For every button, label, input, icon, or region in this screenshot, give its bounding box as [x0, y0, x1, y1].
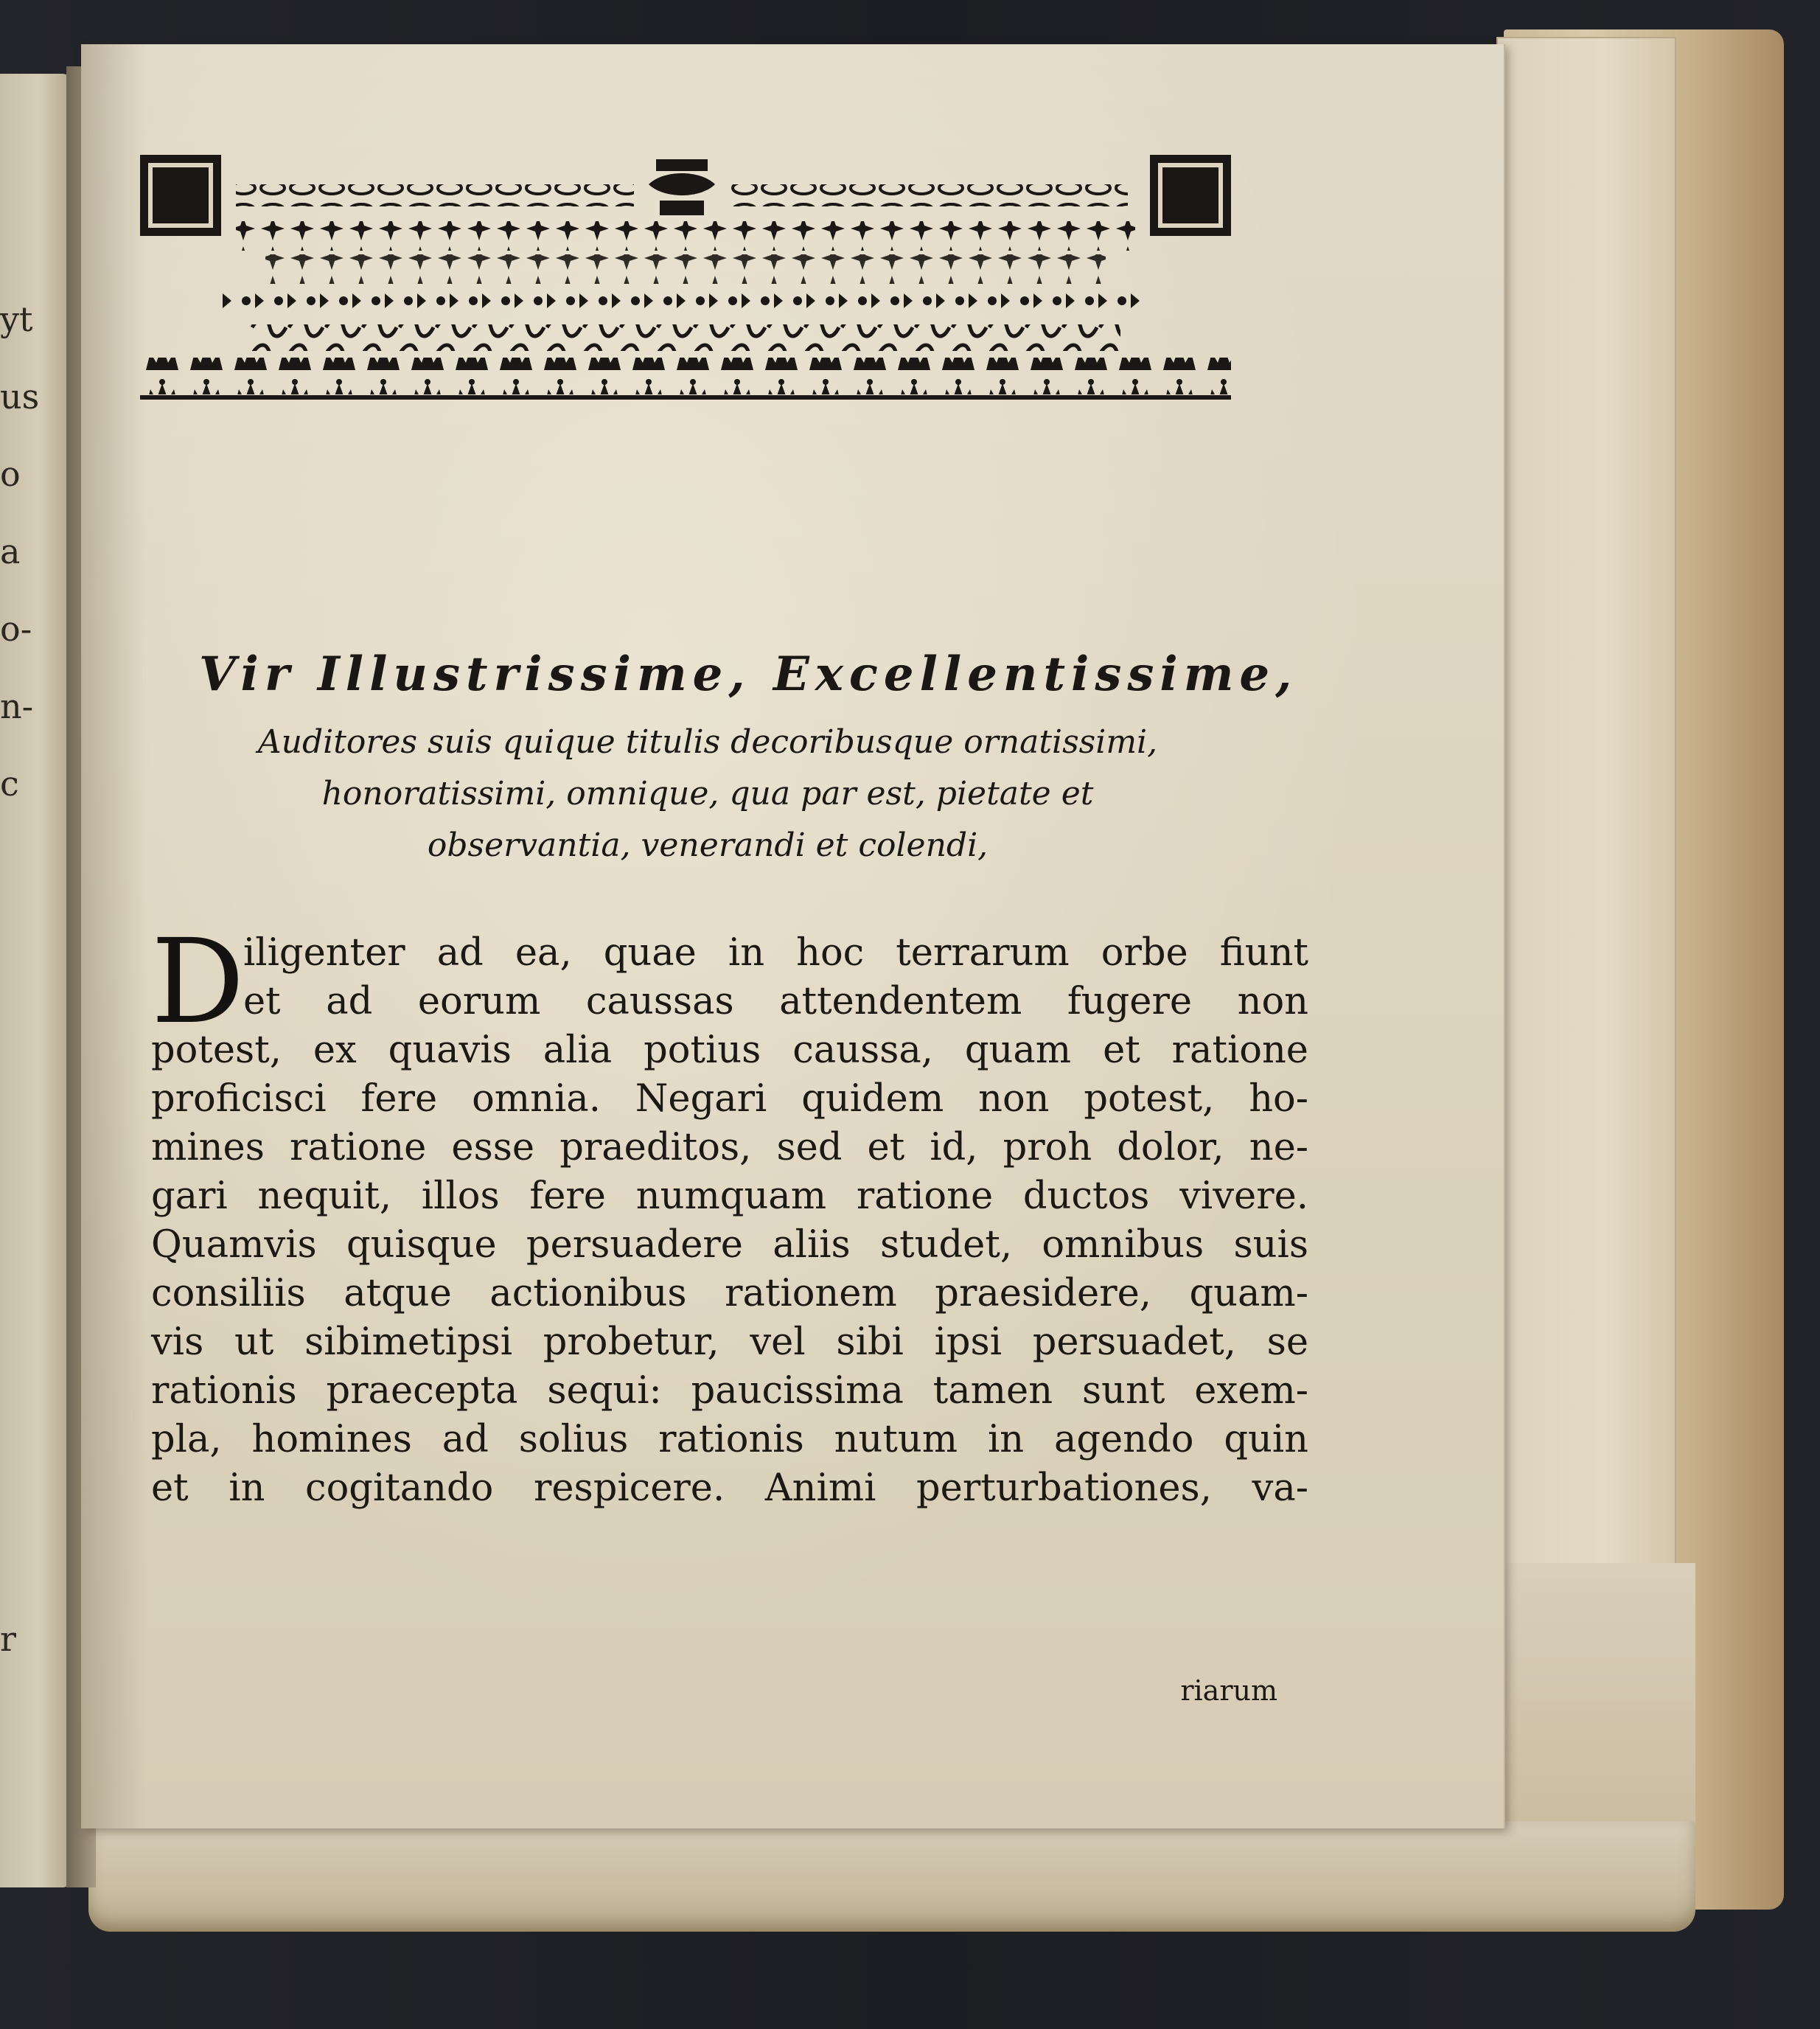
text-line: potest, ex quavis alia potius caussa, quam et ratione [151, 1029, 1308, 1072]
ornamental-headpiece [140, 155, 1231, 450]
left-page [0, 74, 70, 1887]
text-line: et in cogitando respicere. Animi perturbationes, va- [151, 1466, 1308, 1510]
margin-fragment: r [0, 1619, 16, 1659]
body-lines [151, 914, 1308, 1513]
text-line: mines ratione esse praeditos, sed et id, proh dolor, ne- [151, 1126, 1308, 1169]
salutation-title: Vir Illustrissime, Excellentissime, [199, 647, 1298, 702]
margin-fragment: o- [0, 609, 32, 649]
center-emblem [649, 159, 715, 215]
catchword: riarum [1180, 1674, 1277, 1707]
text-line: gari nequit, illos fere numquam ratione ductos vivere. [151, 1174, 1308, 1218]
text-line: proficisci fere omnia. Negari quidem non potest, ho- [151, 1077, 1308, 1121]
drop-cap: D [151, 914, 245, 1050]
text-line: vis ut sibimetipsi probetur, vel sibi ipsi persuadet, se [151, 1320, 1308, 1364]
margin-fragment: n- [0, 686, 34, 726]
margin-fragment: yt [0, 299, 33, 339]
text-line: et ad eorum caussas attendentem fugere non [243, 980, 1308, 1023]
text-line: consiliis atque actionibus rationem praesidere, quam- [151, 1272, 1308, 1315]
folded-leaf [1496, 37, 1676, 1588]
margin-fragment: us [0, 377, 40, 417]
body-text [151, 914, 1308, 1707]
margin-fragment: o [0, 454, 21, 494]
salutation [199, 641, 1298, 871]
margin-fragment: a [0, 532, 21, 571]
salutation-line: observantia, venerandi et colendi, [427, 826, 989, 864]
salutation-address [199, 717, 1216, 871]
salutation-line: Auditores suis quique titulis decoribusque ornatissimi, [257, 723, 1158, 761]
margin-fragment: c [0, 764, 19, 804]
text-line: Quamvis quisque persuadere aliis studet, omnibus suis [151, 1223, 1308, 1267]
right-page [81, 44, 1504, 1828]
salutation-line: honoratissimi, omnique, qua par est, pietate et [321, 775, 1094, 812]
text-line: iligenter ad ea, quae in hoc terrarum orbe fiunt [243, 931, 1308, 975]
text-line: rationis praecepta sequi: paucissima tamen sunt exem- [151, 1369, 1308, 1413]
bottom-leaves [88, 1821, 1695, 1932]
text-line: pla, homines ad solius rationis nutum in agendo quin [151, 1418, 1308, 1461]
